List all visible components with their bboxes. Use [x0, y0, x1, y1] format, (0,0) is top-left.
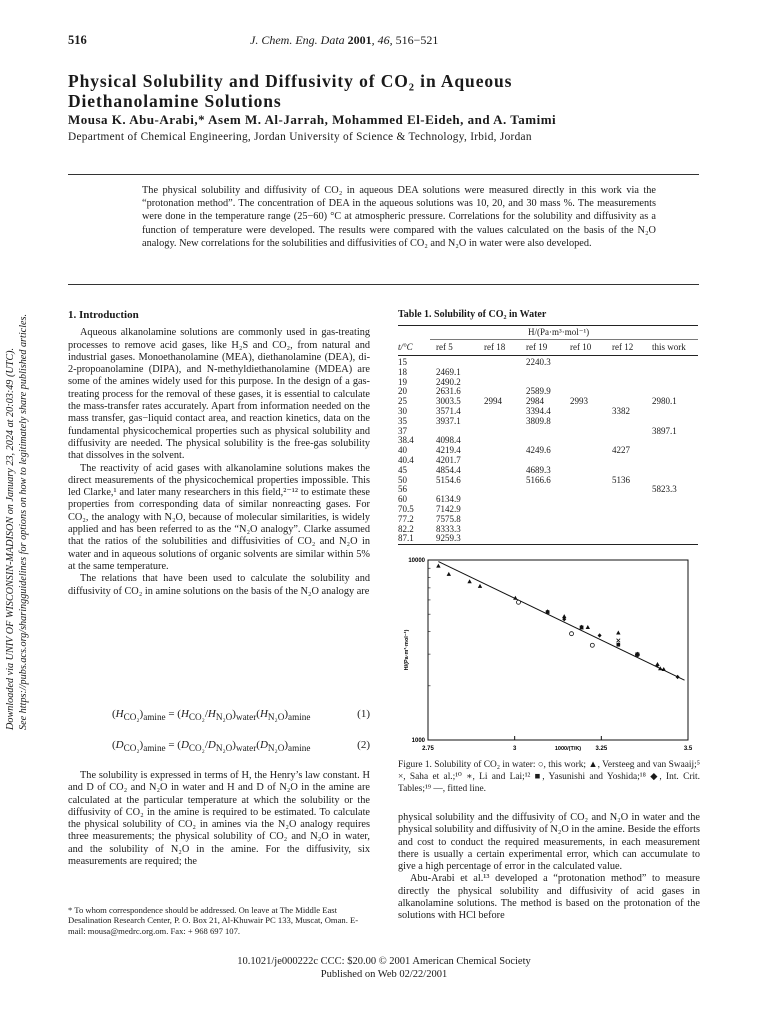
table-row-temperature: 25	[398, 396, 407, 407]
table-cell: 2993	[570, 396, 588, 407]
table-cell: 4219.4	[436, 445, 461, 456]
table-cell: 2984	[526, 396, 544, 407]
table-cell: 4854.4	[436, 464, 461, 475]
y-tick-label: 10000	[408, 558, 425, 564]
section-heading: 1. Introduction	[68, 309, 139, 321]
table-cell: 6134.9	[436, 494, 461, 505]
abstract: The physical solubility and diffusivity of CO₂ in aqueous DEA solutions were measured directly in this work via the “protonation method”. The concentration of DEA in the aqueous solutions was 10, 20, and 30 mass %. The measurements were done in the temperature range (25−60) °C at atmospheric pressure. Correlations for the solubility and diffusivity as a function of temperature were developed. The results were compared with the values calculated on the basis of the N₂O analogy. New correlations for the solubilities and diffusivities of CO₂ and N₂O in water were also developed.	[142, 185, 656, 249]
table-row-temperature: 50	[398, 474, 407, 485]
table-row-temperature: 87.1	[398, 533, 414, 544]
page-number: 516	[68, 33, 87, 47]
data-point-circle	[570, 632, 574, 636]
table-column-header: this work	[652, 342, 686, 352]
table-row-temperature: 82.2	[398, 523, 414, 534]
table-rule-bottom	[398, 544, 698, 545]
table-cell: 2469.1	[436, 366, 461, 377]
x-tick-label: 3	[512, 746, 517, 752]
table-column-header: ref 19	[526, 342, 548, 352]
table-cell: 3809.8	[526, 415, 551, 426]
table-cell: 2980.1	[652, 396, 677, 407]
table-cell: 3003.5	[436, 396, 461, 407]
equation-2-number: (2)	[357, 739, 370, 751]
table-unit-header: H/(Pa·m³·mol⁻¹)	[528, 327, 590, 337]
table-cell: 2994	[484, 396, 502, 407]
table-cell: 4249.6	[526, 445, 551, 456]
table-row-temperature: 30	[398, 406, 407, 416]
y-axis-label: H/(Pa·m³·mol⁻¹)	[404, 629, 410, 671]
data-point-x	[617, 639, 621, 643]
data-point-triangle	[616, 630, 620, 634]
table-row-temperature: 45	[398, 464, 407, 475]
table-column-header: ref 10	[570, 342, 592, 352]
table-cell: 4689.3	[526, 464, 551, 475]
download-notice-line2: See https://pubs.acs.org/sharingguidelines for options on how to legitimately share published articles.	[18, 313, 29, 730]
table-cell: 5136	[612, 474, 630, 485]
table-cell: 9259.3	[436, 533, 461, 544]
equation-1-number: (1)	[357, 708, 370, 720]
data-point-diamond	[676, 675, 680, 679]
x-tick-label: 3.5	[683, 746, 693, 752]
fitted-line	[438, 562, 684, 681]
x-tick-label: 2.75	[422, 746, 434, 752]
table-row-temperature: 70.5	[398, 504, 414, 514]
divider-top	[68, 174, 699, 175]
figure-1	[398, 554, 698, 754]
authors: Mousa K. Abu-Arabi,* Asem M. Al-Jarrah, Mohammed El-Eideh, and A. Tamimi	[68, 112, 557, 127]
table-cell: 3394.4	[526, 406, 551, 416]
data-point-circle	[590, 643, 594, 647]
solubility-chart	[398, 554, 698, 754]
table-cell: 8333.3	[436, 523, 461, 534]
table-cell: 3571.4	[436, 406, 461, 416]
table-cell: 2631.6	[436, 386, 461, 397]
table-rule-head	[398, 355, 698, 356]
data-point-triangle	[467, 579, 471, 583]
table-column-header: t/°C	[398, 342, 413, 352]
table-row-temperature: 20	[398, 386, 407, 397]
intro-paragraph-4: The solubility is expressed in terms of H, the Henry’s law constant. H and D of CO₂ and N₂O in water and H and D of N₂O in the amine are calculated at the particular temperature at which the solubility or the diffusivity of CO₂ in the amine is required to be estimated. To calculate the physical solubility of CO₂ in amines via the N₂O analogy requires three measurements; the physical solubility of CO₂ and N₂O in water, and the solubility of N₂O in the amine. For the diffusivity, six measurements are required; the	[68, 770, 370, 868]
table-column-header: ref 5	[436, 342, 453, 352]
article-title	[68, 71, 708, 111]
table-cell: 2589.9	[526, 386, 551, 397]
table-cell: 4098.4	[436, 435, 461, 446]
right-paragraph-2: Abu-Arabi et al.¹³ developed a “protonation method” to measure directly the physical solubility and diffusivity of acid gases in alkanolamine solutions. The method is based on the protonation of the solutions with HCl before	[398, 873, 700, 922]
table-cell: 3382	[612, 406, 630, 416]
journal-volume: 46	[377, 33, 390, 47]
table-cell: 4227	[612, 445, 630, 456]
table-row-temperature: 19	[398, 376, 407, 387]
data-point-triangle	[586, 625, 590, 629]
table-row-temperature: 18	[398, 366, 407, 377]
table-cell: 4201.7	[436, 455, 461, 465]
x-tick-label: 3.25	[595, 746, 608, 752]
data-point-circle	[516, 600, 520, 604]
table-row-temperature: 77.2	[398, 513, 414, 524]
affiliation: Department of Chemical Engineering, Jordan University of Science & Technology, Irbid, Jordan	[68, 131, 532, 143]
data-point-triangle	[447, 572, 451, 576]
table-row-temperature: 56	[398, 484, 407, 495]
x-axis-label: 1000/(T/K)	[554, 746, 582, 752]
table-rule-sub	[430, 339, 698, 340]
intro-paragraph-2: The reactivity of acid gases with alkanolamine solutions makes the direct measurements of the physicochemical properties impossible. This led Clarke,¹ and later many researchers in this field,²⁻¹² to estimate these properties from corresponding data of similar nonreacting gases. For CO₂, the analogy with N₂O, because of molecular similarities, is widely applied and has been referred to as the “N₂O analogy”. Clarke assumed that the ratios of the solubilities and diffusivities of CO₂ and N₂O in water and in aqueous solutions of organic solvents are similar within 5% at the same temperature.	[68, 462, 370, 572]
data-point-diamond	[598, 633, 602, 637]
equation-2	[68, 739, 370, 753]
table-row-temperature: 40	[398, 445, 407, 456]
right-column-text	[398, 812, 700, 923]
table-cell: 5166.6	[526, 474, 551, 485]
table-cell: 3937.1	[436, 415, 461, 426]
table-row-temperature: 35	[398, 415, 407, 426]
equation-2-text: $(D_{CO_2})_{amine} = (D_{CO_2}/D_{N_2O})_{water}(D_{N_2O})_{amine}$	[112, 739, 311, 754]
table-row-temperature: 37	[398, 425, 407, 436]
footnote: * To whom correspondence should be addressed. On leave at The Middle East Desalination Research Center, P. O. Box 21, Al-Khuwair PC 133, Muscat, Oman. E-mail: mousa@medrc.org.om. Fax: + 968 697 107.	[68, 905, 359, 936]
right-paragraph-1: physical solubility and the diffusivity of CO₂ and N₂O in water and the physical solubility and diffusivity of N₂O in the amine. Beside the efforts and cost to conduct the required measurements, in each measurement there is usually a certain experimental error, which can accumulate to give a high percentage of error in the calculated value.	[398, 812, 700, 873]
footer-published: Published on Web 02/22/2001	[320, 969, 448, 980]
table-row-temperature: 40.4	[398, 455, 414, 465]
table-cell: 7142.9	[436, 504, 461, 514]
table-rule-top	[398, 325, 698, 326]
title-line-2: Diethanolamine Solutions	[68, 91, 282, 111]
journal-citation: J. Chem. Eng. Data 2001, 46, 516−521	[250, 33, 439, 47]
plot-frame	[428, 560, 688, 740]
solubility-table	[398, 325, 698, 547]
journal-name: J. Chem. Eng. Data	[250, 33, 345, 47]
intro-continued	[68, 770, 370, 868]
data-point-triangle	[436, 564, 440, 568]
table-row-temperature: 15	[398, 357, 407, 367]
table-column-header: ref 18	[484, 342, 506, 352]
table-cell: 3897.1	[652, 425, 677, 436]
title-line-1: Physical Solubility and Diffusivity of CO₂ in Aqueous	[68, 71, 513, 91]
table-cell: 5154.6	[436, 474, 461, 485]
table-row-temperature: 60	[398, 494, 407, 505]
introduction	[68, 309, 370, 598]
journal-pages: 516−521	[395, 33, 439, 47]
footer-doi: 10.1021/je000222c CCC: $20.00 © 2001 American Chemical Society	[237, 956, 531, 967]
intro-paragraph-1: Aqueous alkanolamine solutions are commonly used in gas-treating processes to remove acid gases, like H₂S and CO₂, from natural and industrial gases. Monoethanolamine (MEA), diethanolamine (DEA), di-2-propoanolamine (DIPA), and N-methyldiethanolamine (MDEA) are some of the amines widely used for this purpose. In the design of a gas-treating process for the removal of these gases, it is essential to calculate the mass-transfer rates accurately. Apart from information needed on the mass transfer, gas−liquid contact area, and reaction kinetics, data on the fundamental physicochemical properties such as physical solubility and diffusivity are needed. The physical solubility is the free-gas solubility that dissolves in the solvent.	[68, 327, 370, 462]
download-notice	[4, 300, 38, 730]
page-footer	[0, 955, 768, 981]
table-row-temperature: 38.4	[398, 435, 414, 446]
figure-caption: Figure 1. Solubility of CO₂ in water: ○, this work; ▲, Versteeg and van Swaaij;⁵ ×, Saha et al.;¹⁰ ∗, Li and Lai;¹² ■, Yasunishi and Yoshida;¹⁸ ◆, Int. Crit. Tables;¹⁹ —, fitted line.	[398, 760, 700, 794]
divider-abstract	[68, 284, 699, 285]
equation-1	[68, 708, 370, 722]
table-cell: 5823.3	[652, 484, 677, 495]
journal-year: 2001	[347, 33, 372, 47]
table-cell: 7575.8	[436, 513, 461, 524]
table-cell: 2240.3	[526, 357, 551, 367]
table-column-header: ref 12	[612, 342, 634, 352]
table-cell: 2490.2	[436, 376, 461, 387]
table-title: Table 1. Solubility of CO₂ in Water	[398, 309, 547, 320]
y-tick-label: 1000	[411, 738, 425, 744]
download-notice-line1: Downloaded via UNIV OF WISCONSIN-MADISON on January 23, 2024 at 20:03:49 (UTC).	[5, 347, 16, 730]
equation-1-text: $(H_{CO_2})_{amine} = (H_{CO_2}/H_{N_2O})_{water}(H_{N_2O})_{amine}$	[112, 708, 311, 723]
intro-paragraph-3: The relations that have been used to calculate the solubility and diffusivity of CO₂ in amine solutions on the basis of the N₂O analogy are	[68, 573, 370, 597]
data-point-triangle	[478, 584, 482, 588]
